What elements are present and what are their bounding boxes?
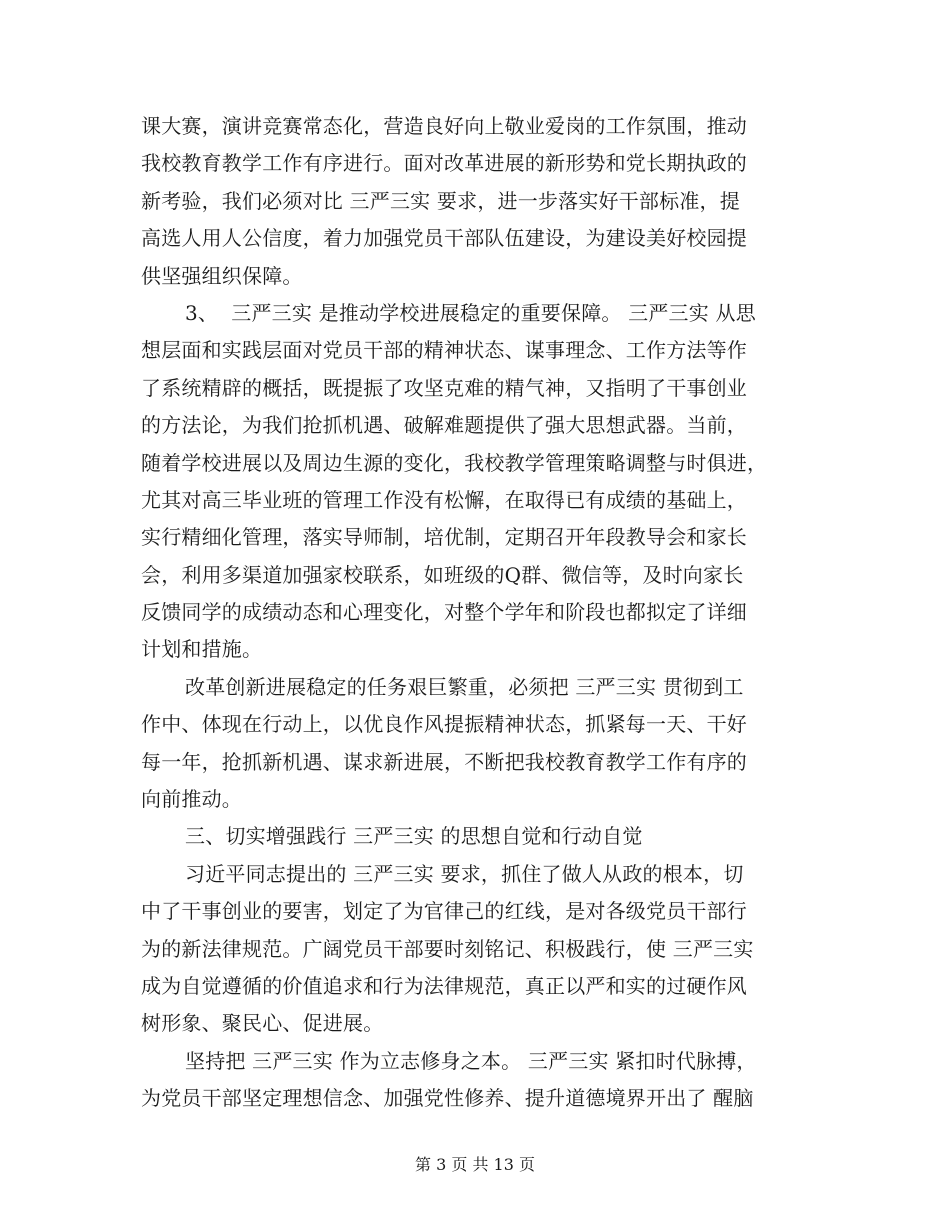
- text-line: 高选人用人公信度，着力加强党员干部队伍建设，为建设美好校园提: [141, 226, 747, 251]
- text-line: 随着学校进展以及周边生源的变化，我校教学管理策略调整与时俱进，: [141, 450, 768, 475]
- text-line: 中了干事创业的要害，划定了为官律己的红线，是对各级党员干部行: [141, 899, 747, 924]
- text-line: 作中、体现在行动上，以优良作风提振精神状态，抓紧每一天、干好: [141, 712, 747, 737]
- paragraph-first-line: 改革创新进展稳定的任务艰巨繁重，必须把 三严三实 贯彻到工: [185, 674, 744, 699]
- text-line: 供坚强组织保障。: [141, 263, 303, 288]
- text-line: 向前推动。: [141, 787, 242, 812]
- body-text: [141, 108, 809, 1118]
- page-number-footer: 第 3 页 共 13 页: [415, 1155, 535, 1174]
- text-line: 了系统精辟的概括，既提振了攻坚克难的精气神，又指明了干事创业: [141, 375, 747, 400]
- text-line: 我校教育教学工作有序进行。面对改革进展的新形势和党长期执政的: [141, 151, 747, 176]
- text-line: 课大赛，演讲竞赛常态化，营造良好向上敬业爱岗的工作氛围，推动: [141, 114, 747, 138]
- text-line: 每一年，抢抓新机遇、谋求新进展，不断把我校教育教学工作有序的: [141, 749, 747, 774]
- paragraph-first-line: 习近平同志提出的 三严三实 要求，抓住了做人从政的根本，切: [185, 861, 744, 886]
- text-line: 树形象、聚民心、促进展。: [141, 1011, 384, 1036]
- text-line: 尤其对高三毕业班的管理工作没有松懈，在取得已有成绩的基础上，: [141, 487, 747, 512]
- text-line: 反馈同学的成绩动态和心理变化，对整个学年和阶段也都拟定了详细: [141, 600, 747, 625]
- text-line: 为的新法律规范。广阔党员干部要时刻铭记、积极践行，使 三严三实: [141, 936, 754, 961]
- text-line: 实行精细化管理，落实导师制，培优制，定期召开年段教导会和家长: [141, 525, 747, 550]
- text-line: 成为自觉遵循的价值追求和行为法律规范，真正以严和实的过硬作风: [141, 973, 747, 998]
- text-line: 新考验，我们必须对比 三严三实 要求，进一步落实好干部标准，提: [141, 188, 740, 213]
- text-line: 计划和措施。: [141, 637, 263, 662]
- text-line: 会，利用多渠道加强家校联系，如班级的Q群、微信等，及时向家长: [141, 562, 744, 587]
- text-line: 的方法论，为我们抢抓机遇、破解难题提供了强大思想武器。当前，: [141, 413, 747, 438]
- text-line: 为党员干部坚定理想信念、加强党性修养、提升道德境界开出了 醒脑: [141, 1086, 754, 1111]
- paragraph-first-line: 坚持把 三严三实 作为立志修身之本。 三严三实 紧扣时代脉搏，: [185, 1048, 757, 1073]
- section-heading: 三、切实增强践行 三严三实 的思想自觉和行动自觉: [185, 824, 643, 849]
- text-line: 想层面和实践层面对党员干部的精神状态、谋事理念、工作方法等作: [141, 338, 747, 363]
- paragraph-first-line: 3、 三严三实 是推动学校进展稳定的重要保障。 三严三实 从思: [185, 300, 756, 325]
